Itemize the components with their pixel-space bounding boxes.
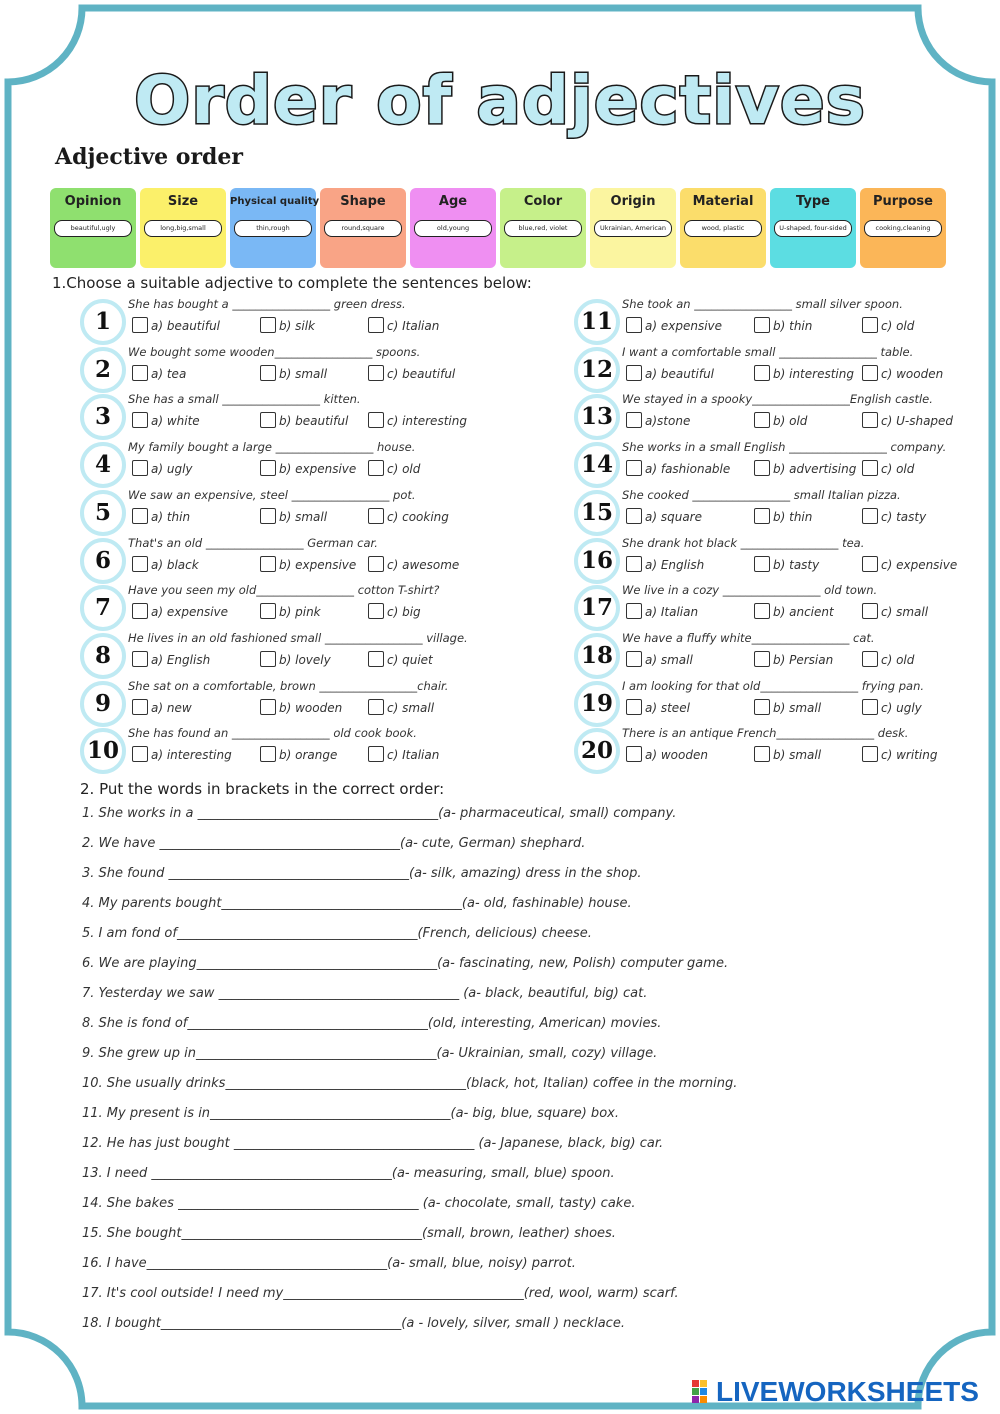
category-examples: thin,rough bbox=[234, 220, 312, 237]
category-opinion bbox=[50, 188, 136, 268]
question-number: 18 bbox=[574, 633, 620, 679]
option-checkbox[interactable] bbox=[132, 317, 148, 333]
reorder-item[interactable]: 7. Yesterday we saw _____________________________________ (a- black, beautiful, big) cat. bbox=[82, 986, 648, 1001]
option-checkbox[interactable] bbox=[368, 317, 384, 333]
option-checkbox[interactable] bbox=[862, 603, 878, 619]
option-c[interactable] bbox=[862, 603, 928, 619]
option-b[interactable] bbox=[260, 556, 356, 572]
question-number: 16 bbox=[574, 538, 620, 584]
option-checkbox[interactable] bbox=[862, 460, 878, 476]
category-name: Origin bbox=[610, 194, 656, 209]
option-checkbox[interactable] bbox=[260, 699, 276, 715]
option-c[interactable] bbox=[368, 603, 421, 619]
option-a[interactable] bbox=[132, 556, 199, 572]
question-sentence: We bought some wooden_________________ spoons. bbox=[128, 344, 421, 359]
reorder-item[interactable]: 16. I have_____________________________________(a- small, blue, noisy) parrot. bbox=[82, 1256, 576, 1271]
option-a[interactable] bbox=[626, 365, 714, 381]
option-label: c) cooking bbox=[387, 509, 449, 524]
option-label: b) interesting bbox=[773, 366, 854, 381]
option-checkbox[interactable] bbox=[626, 603, 642, 619]
category-name: Shape bbox=[340, 194, 386, 209]
option-checkbox[interactable] bbox=[132, 365, 148, 381]
option-b[interactable] bbox=[754, 556, 819, 572]
question-item bbox=[80, 297, 480, 343]
reorder-item[interactable]: 18. I bought_____________________________________(a - lovely, silver, small ) necklace. bbox=[82, 1316, 625, 1331]
category-size bbox=[140, 188, 226, 268]
question-item bbox=[80, 488, 480, 534]
reorder-item[interactable]: 10. She usually drinks_____________________________________(black, hot, Italian) coffee in the morning. bbox=[82, 1076, 738, 1091]
option-label: c) Italian bbox=[387, 748, 440, 763]
option-label: c) tasty bbox=[881, 509, 927, 524]
option-label: b) wooden bbox=[279, 700, 343, 715]
option-label: a) white bbox=[151, 414, 200, 429]
category-name: Purpose bbox=[873, 194, 933, 209]
question-item bbox=[574, 440, 974, 486]
option-checkbox[interactable] bbox=[754, 746, 770, 762]
reorder-item[interactable]: 2. We have _____________________________________(a- cute, German) shephard. bbox=[82, 836, 586, 851]
question-sentence: We stayed in a spooky_________________English castle. bbox=[622, 392, 933, 407]
option-checkbox[interactable] bbox=[754, 603, 770, 619]
option-label: c) big bbox=[387, 605, 421, 620]
question-number: 14 bbox=[574, 442, 620, 488]
reorder-item[interactable]: 1. She works in a _____________________________________(a- pharmaceutical, small) company. bbox=[82, 806, 677, 821]
option-b[interactable] bbox=[260, 365, 327, 381]
question-item bbox=[80, 392, 480, 438]
reorder-item[interactable]: 3. She found _____________________________________(a- silk, amazing) dress in the shop. bbox=[82, 866, 642, 881]
option-checkbox[interactable] bbox=[862, 412, 878, 428]
question-item bbox=[574, 297, 974, 343]
option-label: b) silk bbox=[279, 319, 315, 333]
option-label: b) tasty bbox=[773, 557, 820, 572]
option-checkbox[interactable] bbox=[754, 651, 770, 667]
option-checkbox[interactable] bbox=[368, 651, 384, 667]
option-a[interactable] bbox=[626, 412, 690, 428]
option-label: b) ancient bbox=[773, 605, 834, 620]
option-label: b) thin bbox=[773, 319, 813, 333]
option-label: b) small bbox=[773, 700, 822, 715]
question-number: 10 bbox=[80, 728, 126, 774]
question-number: 7 bbox=[80, 585, 126, 631]
category-origin bbox=[590, 188, 676, 268]
option-label: c) old bbox=[881, 652, 915, 667]
option-label: a) steel bbox=[645, 700, 690, 715]
category-material bbox=[680, 188, 766, 268]
option-label: c) small bbox=[881, 605, 929, 620]
question-number: 20 bbox=[574, 728, 620, 774]
option-c[interactable] bbox=[862, 556, 957, 572]
option-label: c) awesome bbox=[387, 557, 460, 572]
adjective-order-chart bbox=[50, 188, 950, 268]
question-number: 15 bbox=[574, 490, 620, 536]
question-item bbox=[574, 631, 974, 677]
reorder-item[interactable]: 14. She bakes _____________________________________ (a- chocolate, small, tasty) cake. bbox=[82, 1196, 636, 1211]
option-checkbox[interactable] bbox=[260, 317, 276, 333]
option-label: b) advertising bbox=[773, 462, 857, 477]
option-c[interactable] bbox=[368, 508, 449, 524]
question-item bbox=[80, 583, 480, 629]
option-label: b) Persian bbox=[773, 652, 834, 667]
category-name: Material bbox=[692, 194, 754, 209]
reorder-item[interactable]: 17. It's cool outside! I need my_____________________________________(red, wool, warm) scarf. bbox=[82, 1286, 679, 1301]
option-b[interactable] bbox=[260, 746, 337, 762]
option-c[interactable] bbox=[862, 651, 914, 667]
option-checkbox[interactable] bbox=[368, 556, 384, 572]
option-label: c) beautiful bbox=[387, 366, 456, 381]
option-checkbox[interactable] bbox=[754, 699, 770, 715]
option-b[interactable] bbox=[260, 651, 331, 667]
question-number: 12 bbox=[574, 347, 620, 393]
option-label: a) new bbox=[151, 700, 192, 715]
option-label: a) tea bbox=[151, 366, 187, 381]
option-label: c) ugly bbox=[881, 700, 922, 715]
option-checkbox[interactable] bbox=[626, 556, 642, 572]
option-a[interactable] bbox=[132, 412, 200, 428]
option-b[interactable] bbox=[754, 317, 812, 333]
question-sentence: I want a comfortable small _________________ table. bbox=[622, 344, 914, 359]
question-item bbox=[574, 488, 974, 534]
category-color bbox=[500, 188, 586, 268]
option-label: a) ugly bbox=[151, 462, 193, 477]
question-sentence: Have you seen my old_________________ cotton T-shirt? bbox=[128, 583, 440, 598]
question-item bbox=[574, 392, 974, 438]
question-item bbox=[574, 583, 974, 629]
question-item bbox=[574, 536, 974, 582]
option-checkbox[interactable] bbox=[260, 460, 276, 476]
category-physical-quality bbox=[230, 188, 320, 268]
option-checkbox[interactable] bbox=[132, 651, 148, 667]
option-checkbox[interactable] bbox=[132, 603, 148, 619]
option-c[interactable] bbox=[368, 317, 439, 333]
option-checkbox[interactable] bbox=[260, 508, 276, 524]
option-checkbox[interactable] bbox=[626, 412, 642, 428]
question-number: 1 bbox=[80, 299, 126, 345]
option-label: b) expensive bbox=[279, 557, 357, 572]
option-checkbox[interactable] bbox=[754, 508, 770, 524]
option-label: a) expensive bbox=[645, 319, 723, 333]
option-label: a) black bbox=[151, 557, 199, 572]
reorder-item[interactable]: 11. My present is in_____________________________________(a- big, blue, square) box. bbox=[82, 1106, 619, 1121]
option-a[interactable] bbox=[132, 746, 232, 762]
option-label: b) small bbox=[279, 366, 328, 381]
question-sentence: We live in a cozy _________________ old town. bbox=[622, 583, 878, 598]
option-label: c) small bbox=[387, 700, 435, 715]
option-label: a) Italian bbox=[645, 605, 699, 620]
question-sentence: He lives in an old fashioned small _________________ village. bbox=[128, 630, 468, 645]
option-label: c) interesting bbox=[387, 414, 467, 429]
option-checkbox[interactable] bbox=[754, 317, 770, 333]
question-sentence: I am looking for that old_________________ frying pan. bbox=[622, 678, 925, 693]
option-b[interactable] bbox=[260, 317, 315, 333]
reorder-item[interactable]: 6. We are playing_____________________________________(a- fascinating, new, Polish) computer game. bbox=[82, 956, 729, 971]
question-number: 19 bbox=[574, 681, 620, 727]
option-checkbox[interactable] bbox=[862, 746, 878, 762]
option-c[interactable] bbox=[862, 412, 953, 428]
question-item bbox=[80, 536, 480, 582]
option-checkbox[interactable] bbox=[754, 412, 770, 428]
option-label: b) lovely bbox=[279, 652, 331, 667]
question-item bbox=[574, 679, 974, 725]
option-label: a) square bbox=[645, 509, 702, 524]
option-a[interactable] bbox=[626, 651, 693, 667]
option-a[interactable] bbox=[626, 699, 690, 715]
option-c[interactable] bbox=[368, 460, 420, 476]
option-b[interactable] bbox=[754, 365, 854, 381]
question-sentence: She has bought a _________________ green dress. bbox=[128, 297, 406, 311]
category-name: Size bbox=[167, 194, 199, 209]
question-item bbox=[574, 345, 974, 391]
option-checkbox[interactable] bbox=[368, 699, 384, 715]
question-number: 5 bbox=[80, 490, 126, 536]
option-checkbox[interactable] bbox=[368, 603, 384, 619]
question-item bbox=[80, 726, 480, 772]
question-number: 13 bbox=[574, 394, 620, 440]
question-sentence: She drank hot black _________________ tea. bbox=[622, 535, 865, 550]
category-type bbox=[770, 188, 856, 268]
option-a[interactable] bbox=[132, 651, 210, 667]
liveworksheets-icon bbox=[692, 1380, 716, 1404]
option-a[interactable] bbox=[132, 699, 192, 715]
option-c[interactable] bbox=[368, 651, 433, 667]
question-number: 4 bbox=[80, 442, 126, 488]
option-label: c) old bbox=[881, 462, 915, 477]
page-subtitle: Adjective order bbox=[55, 144, 243, 170]
question-sentence: That's an old _________________ German car. bbox=[128, 535, 378, 550]
option-a[interactable] bbox=[132, 460, 193, 476]
option-checkbox[interactable] bbox=[260, 651, 276, 667]
option-label: c) Italian bbox=[387, 319, 440, 333]
option-checkbox[interactable] bbox=[626, 699, 642, 715]
option-label: b) orange bbox=[279, 748, 338, 763]
option-label: a) small bbox=[645, 652, 693, 667]
option-b[interactable] bbox=[754, 508, 812, 524]
option-checkbox[interactable] bbox=[368, 508, 384, 524]
option-checkbox[interactable] bbox=[862, 508, 878, 524]
reorder-item[interactable]: 12. He has just bought _____________________________________ (a- Japanese, black, big) car. bbox=[82, 1136, 664, 1151]
option-checkbox[interactable] bbox=[754, 556, 770, 572]
option-c[interactable] bbox=[368, 412, 467, 428]
question-number: 2 bbox=[80, 347, 126, 393]
option-label: a) beautiful bbox=[645, 366, 715, 381]
option-b[interactable] bbox=[754, 746, 821, 762]
option-label: b) expensive bbox=[279, 462, 357, 477]
category-age bbox=[410, 188, 496, 268]
option-checkbox[interactable] bbox=[626, 746, 642, 762]
option-checkbox[interactable] bbox=[862, 317, 878, 333]
section2-title: 2. Put the words in brackets in the correct order: bbox=[80, 780, 445, 798]
option-a[interactable] bbox=[132, 317, 220, 333]
question-item bbox=[574, 726, 974, 772]
category-examples: U-shaped, four-sided bbox=[774, 220, 852, 237]
option-c[interactable] bbox=[862, 365, 943, 381]
option-checkbox[interactable] bbox=[626, 460, 642, 476]
option-label: a) fashionable bbox=[645, 462, 731, 477]
option-checkbox[interactable] bbox=[754, 365, 770, 381]
option-b[interactable] bbox=[754, 603, 834, 619]
option-c[interactable] bbox=[368, 746, 439, 762]
option-b[interactable] bbox=[754, 651, 833, 667]
option-a[interactable] bbox=[626, 460, 730, 476]
option-label: c) quiet bbox=[387, 652, 433, 667]
option-checkbox[interactable] bbox=[368, 460, 384, 476]
option-checkbox[interactable] bbox=[626, 365, 642, 381]
category-name: Color bbox=[523, 194, 563, 209]
option-a[interactable] bbox=[626, 508, 702, 524]
option-c[interactable] bbox=[862, 746, 937, 762]
question-number: 9 bbox=[80, 681, 126, 727]
option-checkbox[interactable] bbox=[626, 508, 642, 524]
question-item bbox=[80, 679, 480, 725]
option-label: b) beautiful bbox=[279, 414, 349, 429]
question-item bbox=[80, 440, 480, 486]
option-label: b) pink bbox=[279, 605, 321, 620]
option-b[interactable] bbox=[260, 412, 348, 428]
category-examples: wood, plastic bbox=[684, 220, 762, 237]
option-label: a) interesting bbox=[151, 748, 232, 763]
option-checkbox[interactable] bbox=[368, 412, 384, 428]
option-checkbox[interactable] bbox=[754, 460, 770, 476]
option-c[interactable] bbox=[368, 556, 459, 572]
option-checkbox[interactable] bbox=[260, 556, 276, 572]
reorder-item[interactable]: 5. I am fond of_____________________________________(French, delicious) cheese. bbox=[82, 926, 592, 941]
option-checkbox[interactable] bbox=[862, 556, 878, 572]
option-b[interactable] bbox=[754, 412, 807, 428]
category-name: Type bbox=[796, 194, 830, 209]
reorder-item[interactable]: 15. She bought_____________________________________(small, brown, leather) shoes. bbox=[82, 1226, 616, 1241]
section1-title: 1.Choose a suitable adjective to complete the sentences below: bbox=[52, 274, 532, 292]
category-name: Opinion bbox=[64, 194, 122, 209]
option-a[interactable] bbox=[626, 603, 698, 619]
option-c[interactable] bbox=[368, 699, 434, 715]
option-checkbox[interactable] bbox=[862, 699, 878, 715]
category-examples: cooking,cleaning bbox=[864, 220, 942, 237]
option-label: c) wooden bbox=[881, 366, 944, 381]
option-b[interactable] bbox=[754, 460, 856, 476]
option-label: a) English bbox=[151, 652, 211, 667]
category-name: Age bbox=[438, 194, 468, 209]
option-label: c) old bbox=[881, 319, 915, 333]
option-b[interactable] bbox=[260, 603, 321, 619]
option-a[interactable] bbox=[132, 508, 190, 524]
category-examples: round,square bbox=[324, 220, 402, 237]
question-number: 3 bbox=[80, 394, 126, 440]
reorder-item[interactable]: 8. She is fond of_____________________________________(old, interesting, American) movies. bbox=[82, 1016, 662, 1031]
reorder-item[interactable]: 9. She grew up in_____________________________________(a- Ukrainian, small, cozy) village. bbox=[82, 1046, 658, 1061]
question-sentence: We have a fluffy white_________________ cat. bbox=[622, 630, 875, 645]
option-checkbox[interactable] bbox=[132, 508, 148, 524]
option-label: c) writing bbox=[881, 748, 938, 763]
question-sentence: She has a small _________________ kitten. bbox=[128, 392, 361, 407]
question-sentence: She works in a small English _________________ company. bbox=[622, 440, 947, 455]
question-sentence: There is an antique French_________________ desk. bbox=[622, 726, 909, 741]
option-label: a) expensive bbox=[151, 605, 229, 620]
option-checkbox[interactable] bbox=[368, 746, 384, 762]
option-checkbox[interactable] bbox=[260, 746, 276, 762]
category-examples: beautiful,ugly bbox=[54, 220, 132, 237]
category-examples: blue,red, violet bbox=[504, 220, 582, 237]
question-sentence: We saw an expensive, steel _________________ pot. bbox=[128, 487, 416, 502]
question-sentence: She has found an _________________ old cook book. bbox=[128, 726, 417, 741]
question-number: 8 bbox=[80, 633, 126, 679]
option-c[interactable] bbox=[862, 699, 922, 715]
option-checkbox[interactable] bbox=[260, 603, 276, 619]
option-checkbox[interactable] bbox=[626, 651, 642, 667]
option-checkbox[interactable] bbox=[862, 651, 878, 667]
option-checkbox[interactable] bbox=[626, 317, 642, 333]
category-shape bbox=[320, 188, 406, 268]
question-sentence: She took an _________________ small silver spoon. bbox=[622, 297, 903, 311]
category-examples: old,young bbox=[414, 220, 492, 237]
option-b[interactable] bbox=[260, 508, 327, 524]
option-checkbox[interactable] bbox=[368, 365, 384, 381]
option-c[interactable] bbox=[862, 317, 914, 333]
option-checkbox[interactable] bbox=[132, 699, 148, 715]
option-label: b) small bbox=[773, 748, 822, 763]
option-c[interactable] bbox=[862, 460, 914, 476]
option-b[interactable] bbox=[260, 699, 342, 715]
option-a[interactable] bbox=[132, 365, 186, 381]
question-sentence: She sat on a comfortable, brown _________________chair. bbox=[128, 678, 449, 693]
option-label: b) small bbox=[279, 509, 328, 524]
option-c[interactable] bbox=[862, 508, 926, 524]
question-number: 6 bbox=[80, 538, 126, 584]
question-number: 11 bbox=[574, 299, 620, 345]
option-label: a) English bbox=[645, 557, 705, 572]
option-checkbox[interactable] bbox=[132, 746, 148, 762]
option-b[interactable] bbox=[260, 460, 356, 476]
option-label: a) wooden bbox=[645, 748, 708, 763]
option-label: b) old bbox=[773, 414, 808, 429]
option-c[interactable] bbox=[368, 365, 455, 381]
option-checkbox[interactable] bbox=[132, 556, 148, 572]
option-label: c) old bbox=[387, 462, 421, 477]
option-a[interactable] bbox=[132, 603, 228, 619]
option-checkbox[interactable] bbox=[260, 412, 276, 428]
category-examples: Ukrainian, American bbox=[594, 220, 672, 237]
option-label: b) thin bbox=[773, 509, 813, 524]
question-item bbox=[80, 631, 480, 677]
question-number: 17 bbox=[574, 585, 620, 631]
option-checkbox[interactable] bbox=[260, 365, 276, 381]
question-sentence: She cooked _________________ small Italian pizza. bbox=[622, 487, 901, 502]
page-title: Order of adjectives bbox=[134, 62, 866, 139]
question-sentence: My family bought a large _________________ house. bbox=[128, 440, 416, 455]
option-checkbox[interactable] bbox=[862, 365, 878, 381]
option-checkbox[interactable] bbox=[132, 412, 148, 428]
reorder-item[interactable]: 4. My parents bought_____________________________________(a- old, fashinable) house. bbox=[82, 896, 632, 911]
brand-name: LIVEWORKSHEETS bbox=[716, 1376, 979, 1407]
option-label: a) thin bbox=[151, 509, 191, 524]
option-label: a)stone bbox=[645, 414, 691, 429]
category-examples: long,big,small bbox=[144, 220, 222, 237]
option-a[interactable] bbox=[626, 746, 708, 762]
category-name: Physical quality bbox=[230, 196, 320, 207]
option-label: c) U-shaped bbox=[881, 414, 954, 429]
option-label: a) beautiful bbox=[151, 319, 221, 333]
option-a[interactable] bbox=[626, 556, 704, 572]
question-item bbox=[80, 345, 480, 391]
reorder-item[interactable]: 13. I need _____________________________________(a- measuring, small, blue) spoon. bbox=[82, 1166, 615, 1181]
option-checkbox[interactable] bbox=[132, 460, 148, 476]
category-purpose bbox=[860, 188, 946, 268]
option-a[interactable] bbox=[626, 317, 722, 333]
option-b[interactable] bbox=[754, 699, 821, 715]
option-label: c) expensive bbox=[881, 557, 958, 572]
